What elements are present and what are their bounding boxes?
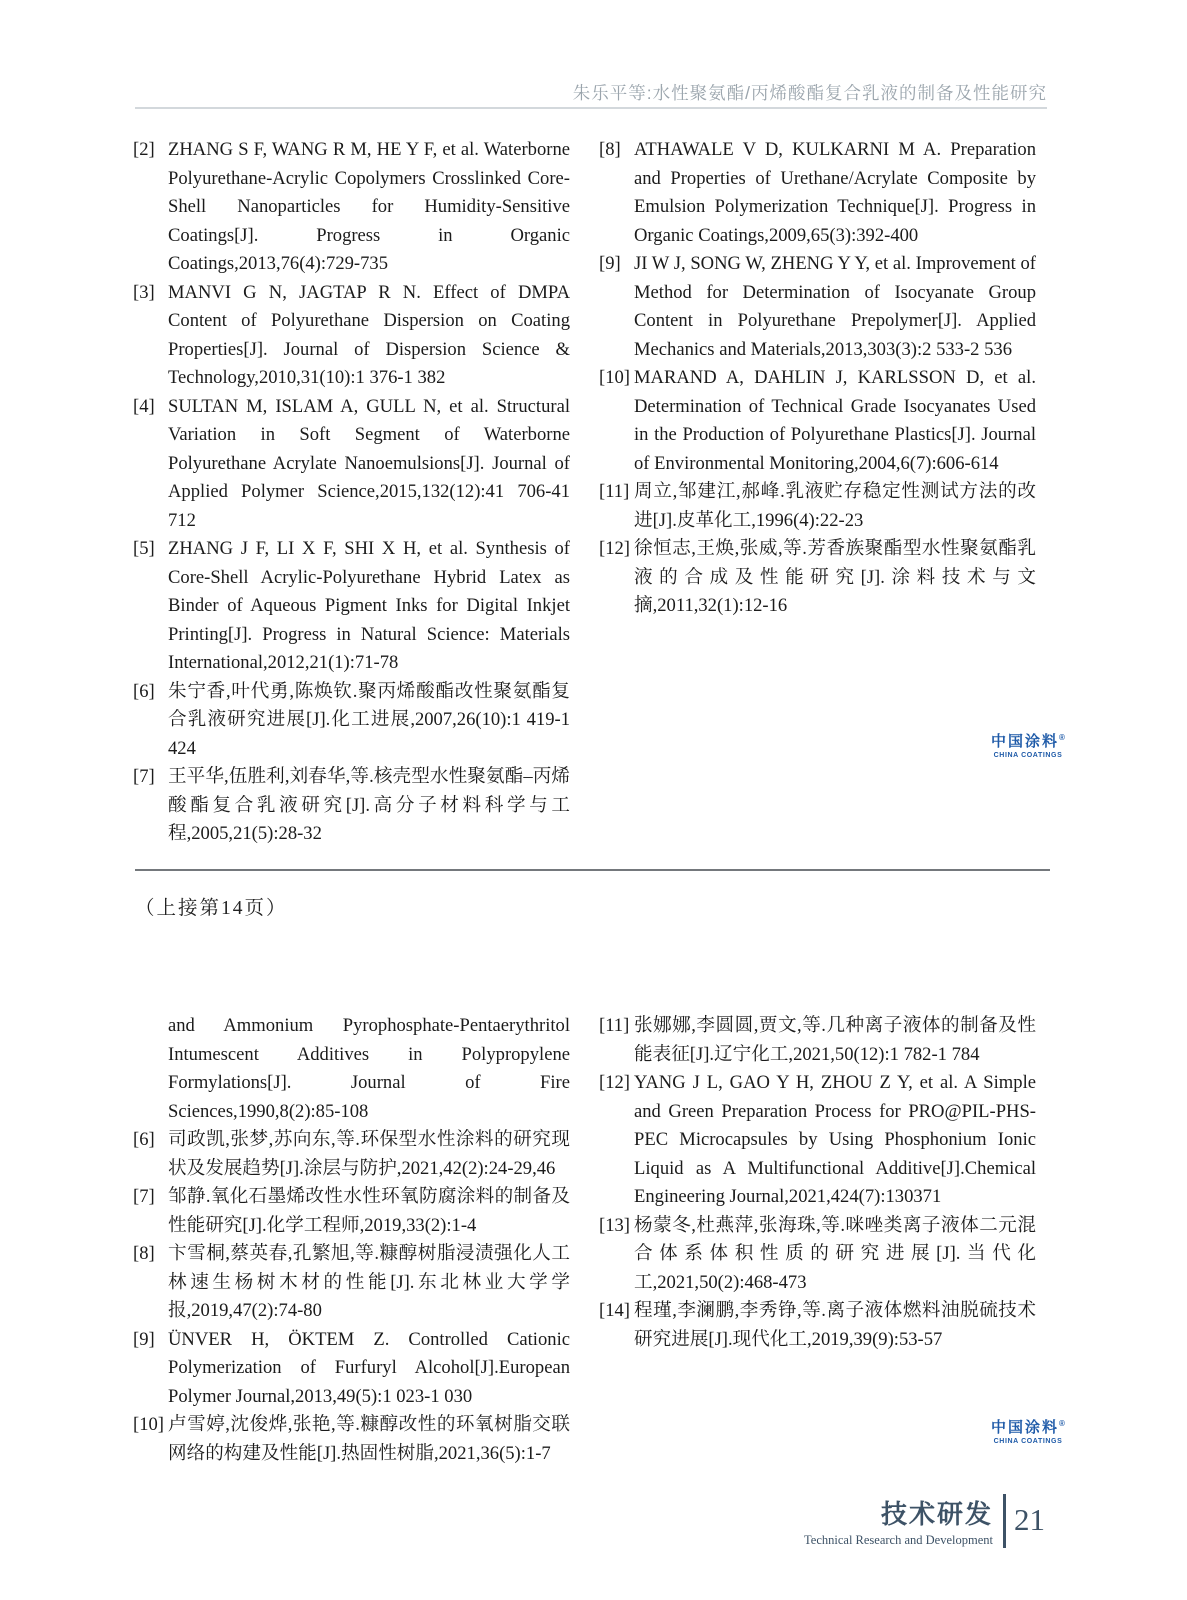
reference-text: MANVI G N, JAGTAP R N. Effect of DMPA Content of Polyurethane Dispersion on Coating Properties[J]. Journal of Dispersion Science & Technology,2010,31(10):1 376-1 382	[168, 281, 570, 388]
reference-text: 王平华,伍胜利,刘春华,等.核壳型水性聚氨酯–丙烯酸酯复合乳液研究[J].高分子材料科学与工程,2005,21(5):28-32	[168, 766, 570, 844]
reference-number: [8]	[133, 1243, 155, 1264]
logo-chinese-name: 中国涂料®	[991, 1419, 1065, 1436]
reference-item	[599, 478, 1036, 535]
references-column-top-left	[133, 136, 570, 849]
reference-number: [10]	[133, 1414, 164, 1435]
reference-number: [14]	[599, 1300, 630, 1321]
reference-item	[599, 535, 1036, 621]
page-number: 21	[1014, 1502, 1045, 1537]
page-footer	[804, 1494, 1045, 1548]
reference-text: 程瑾,李澜鹏,李秀铮,等.离子液体燃料油脱硫技术研究进展[J].现代化工,2019,39(9):53-57	[634, 1300, 1036, 1350]
reference-text: 张娜娜,李圆圆,贾文,等.几种离子液体的制备及性能表征[J].辽宁化工,2021,50(12):1 782-1 784	[634, 1015, 1036, 1065]
reference-item	[599, 1212, 1036, 1298]
header-divider-rule	[135, 107, 1047, 109]
references-column-top-right	[599, 136, 1036, 621]
footer-vertical-rule	[1003, 1494, 1006, 1548]
reference-item	[599, 1297, 1036, 1354]
reference-text: JI W J, SONG W, ZHENG Y Y, et al. Improvement of Method for Determination of Isocyanate Group Content in Polyurethane Prepolymer[J]. Applied Mechanics and Materials,2013,303(3):2 533-2 536	[634, 253, 1036, 360]
reference-text: 卞雪桐,蔡英春,孔繁旭,等.糠醇树脂浸渍强化人工林速生杨树木材的性能[J].东北林业大学学报,2019,47(2):74-80	[168, 1243, 570, 1321]
logo-english-name: CHINA COATINGS	[993, 752, 1063, 759]
section-divider-rule	[135, 869, 1050, 871]
reference-text: 周立,邹建江,郝峰.乳液贮存稳定性测试方法的改进[J].皮革化工,1996(4):22-23	[634, 481, 1036, 531]
reference-number: [13]	[599, 1214, 630, 1236]
reference-text: SULTAN M, ISLAM A, GULL N, et al. Structural Variation in Soft Segment of Waterborne Polyurethane Acrylate Nanoemulsions[J]. Journal of Applied Polymer Science,2015,132(12):41 706-41 712	[168, 395, 570, 531]
reference-item	[599, 364, 1036, 478]
reference-item	[133, 279, 570, 393]
reference-text: MARAND A, DAHLIN J, KARLSSON D, et al. Determination of Technical Grade Isocyanates Used in the Production of Polyurethane Plastics[J]. Journal of Environmental Monitoring,2004,6(7):606-614	[634, 367, 1036, 474]
reference-item	[133, 1411, 570, 1468]
logo-english-name: CHINA COATINGS	[993, 1438, 1063, 1445]
references-column-bottom-left	[133, 1012, 570, 1468]
reference-text: ZHANG S F, WANG R M, HE Y F, et al. Waterborne Polyurethane-Acrylic Copolymers Crosslinked Core-Shell Nanoparticles for Humidity-Sensitive Coatings[J]. Progress in Organic Coatings,2013,76(4):729-735	[168, 139, 570, 274]
reference-item	[599, 136, 1036, 250]
reference-number: [7]	[133, 1186, 155, 1207]
reference-number: [12]	[599, 1072, 630, 1093]
reference-item	[599, 1069, 1036, 1212]
reference-item	[133, 535, 570, 678]
references-column-bottom-right	[599, 1012, 1036, 1354]
china-coatings-logo	[985, 1416, 1071, 1445]
reference-number: [7]	[133, 766, 155, 787]
reference-number: [9]	[599, 253, 621, 274]
reference-number: [6]	[133, 1129, 155, 1150]
reference-text: ÜNVER H, ÖKTEM Z. Controlled Cationic Polymerization of Furfuryl Alcohol[J].European Polymer Journal,2013,49(5):1 023-1 030	[168, 1328, 570, 1407]
reference-number: [5]	[133, 538, 155, 559]
reference-text: 徐恒志,王焕,张威,等.芳香族聚酯型水性聚氨酯乳液的合成及性能研究[J].涂料技术与文摘,2011,32(1):12-16	[634, 538, 1036, 616]
continuation-note: （上接第14页）	[135, 898, 288, 919]
registered-trademark-icon: ®	[1059, 733, 1065, 742]
reference-text: 卢雪婷,沈俊烨,张艳,等.糠醇改性的环氧树脂交联网络的构建及性能[J].热固性树脂,2021,36(5):1-7	[168, 1414, 570, 1464]
reference-number: [6]	[133, 680, 155, 702]
reference-text: and Ammonium Pyrophosphate-Pentaerythritol Intumescent Additives in Polypropylene Formylations[J]. Journal of Fire Sciences,1990,8(2):85-108	[168, 1015, 570, 1122]
reference-number: [9]	[133, 1328, 155, 1350]
footer-section-english: Technical Research and Development	[804, 1533, 993, 1547]
reference-item	[133, 763, 570, 849]
reference-number: [3]	[133, 281, 155, 303]
reference-item	[133, 1183, 570, 1240]
reference-item	[133, 136, 570, 279]
china-coatings-logo	[985, 730, 1071, 759]
reference-item	[599, 250, 1036, 364]
reference-text: 朱宁香,叶代勇,陈焕钦.聚丙烯酸酯改性聚氨酯复合乳液研究进展[J].化工进展,2007,26(10):1 419-1 424	[168, 680, 570, 759]
reference-item	[133, 1126, 570, 1183]
reference-number: [11]	[599, 481, 630, 502]
reference-item-carryover	[133, 1012, 570, 1126]
reference-number: [2]	[133, 139, 155, 160]
reference-item	[133, 1240, 570, 1326]
reference-number: [8]	[599, 139, 621, 160]
footer-section-labels	[804, 1494, 993, 1548]
reference-text: 邹静.氧化石墨烯改性水性环氧防腐涂料的制备及性能研究[J].化学工程师,2019,33(2):1-4	[168, 1186, 570, 1236]
reference-number: [10]	[599, 367, 630, 388]
reference-item	[133, 1326, 570, 1412]
registered-trademark-icon: ®	[1059, 1419, 1065, 1428]
logo-chinese-name: 中国涂料®	[991, 733, 1065, 750]
reference-item	[133, 678, 570, 764]
reference-item	[133, 393, 570, 536]
reference-text: YANG J L, GAO Y H, ZHOU Z Y, et al. A Simple and Green Preparation Process for PRO@PIL-PHS-PEC Microcapsules by Using Phosphonium Ionic Liquid as A Multifunctional Additive[J].Chemical Engineering Journal,2021,424(7):130371	[634, 1072, 1036, 1207]
reference-text: ZHANG J F, LI X F, SHI X H, et al. Synthesis of Core-Shell Acrylic-Polyurethane Hybrid Latex as Binder of Aqueous Pigment Inks for Digital Inkjet Printing[J]. Progress in Natural Science: Materials International,2012,21(1):71-78	[168, 538, 570, 673]
reference-number: [12]	[599, 538, 630, 559]
footer-section-chinese: 技术研发	[880, 1499, 993, 1529]
running-head-title: 朱乐平等:水性聚氨酯/丙烯酸酯复合乳液的制备及性能研究	[572, 83, 1047, 103]
reference-number: [11]	[599, 1015, 630, 1036]
reference-text: ATHAWALE V D, KULKARNI M A. Preparation and Properties of Urethane/Acrylate Composite by Emulsion Polymerization Technique[J]. Progress in Organic Coatings,2009,65(3):392-400	[634, 139, 1036, 246]
reference-text: 司政凯,张梦,苏向东,等.环保型水性涂料的研究现状及发展趋势[J].涂层与防护,2021,42(2):24-29,46	[168, 1129, 570, 1179]
reference-number: [4]	[133, 395, 155, 417]
reference-item	[599, 1012, 1036, 1069]
reference-text: 杨蒙冬,杜燕萍,张海珠,等.咪唑类离子液体二元混合体系体积性质的研究进展[J].当代化工,2021,50(2):468-473	[634, 1214, 1036, 1293]
